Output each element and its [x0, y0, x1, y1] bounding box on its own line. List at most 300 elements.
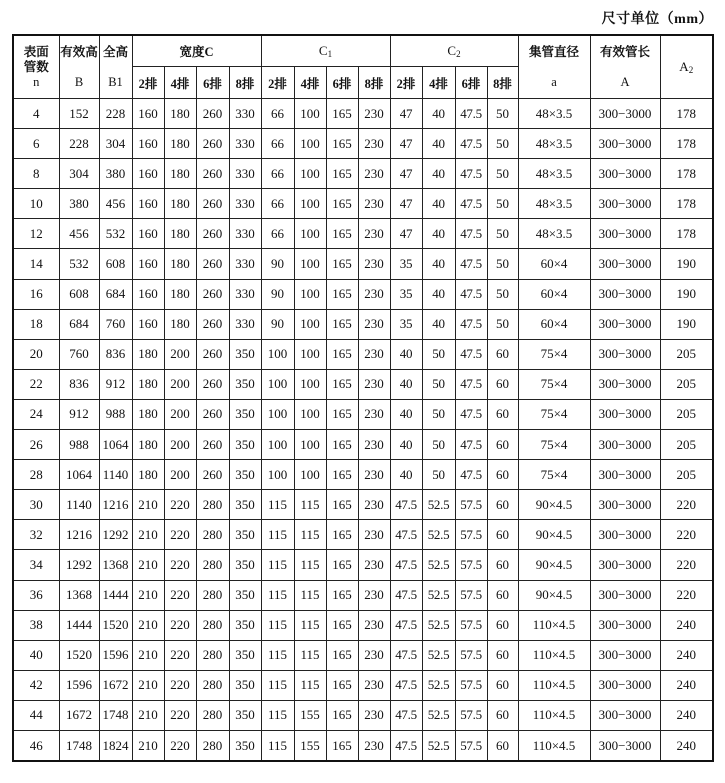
cell-c2-4rows: 52.5 [422, 490, 455, 520]
cell-c-8rows: 330 [229, 159, 261, 189]
cell-c-4rows: 220 [164, 550, 196, 580]
cell-c1-8rows: 230 [358, 700, 390, 730]
cell-c2-2rows: 47 [390, 189, 422, 219]
cell-c-2rows: 210 [132, 700, 164, 730]
cell-c2-4rows: 50 [422, 339, 455, 369]
cell-full-height: 1520 [99, 610, 132, 640]
table-row [13, 99, 713, 129]
cell-c-4rows: 220 [164, 520, 196, 550]
cell-c-6rows: 260 [196, 309, 229, 339]
cell-full-height: 1064 [99, 430, 132, 460]
cell-tube-count: 10 [13, 189, 59, 219]
cell-c1-8rows: 230 [358, 369, 390, 399]
cell-c1-2rows: 66 [261, 129, 294, 159]
cell-c2-2rows: 47 [390, 129, 422, 159]
cell-effective-length: 300−3000 [590, 460, 660, 490]
cell-c1-8rows: 230 [358, 339, 390, 369]
cell-c1-6rows: 165 [326, 460, 358, 490]
cell-tube-count: 18 [13, 309, 59, 339]
cell-c1-2rows: 115 [261, 670, 294, 700]
header-a2 [660, 35, 713, 99]
cell-tube-count: 26 [13, 430, 59, 460]
cell-c1-4rows: 100 [294, 399, 326, 429]
cell-c2-8rows: 50 [487, 219, 518, 249]
cell-c2-8rows: 60 [487, 580, 518, 610]
cell-tube-count: 36 [13, 580, 59, 610]
cell-c-6rows: 260 [196, 460, 229, 490]
cell-effective-height: 1292 [59, 550, 99, 580]
cell-effective-height: 304 [59, 159, 99, 189]
cell-c-6rows: 280 [196, 520, 229, 550]
cell-c-6rows: 280 [196, 610, 229, 640]
cell-c2-8rows: 60 [487, 610, 518, 640]
cell-a2: 205 [660, 460, 713, 490]
cell-c2-2rows: 47 [390, 159, 422, 189]
table-row [13, 520, 713, 550]
cell-c2-2rows: 47.5 [390, 730, 422, 761]
cell-c-2rows: 210 [132, 610, 164, 640]
cell-effective-length: 300−3000 [590, 610, 660, 640]
cell-c-6rows: 260 [196, 219, 229, 249]
cell-c-6rows: 260 [196, 99, 229, 129]
cell-c2-6rows: 57.5 [455, 610, 487, 640]
cell-c1-8rows: 230 [358, 159, 390, 189]
cell-effective-length: 300−3000 [590, 430, 660, 460]
cell-effective-length: 300−3000 [590, 99, 660, 129]
cell-header-diameter: 75×4 [518, 430, 590, 460]
header-full-height-label: 全高 [102, 44, 128, 59]
cell-c-8rows: 330 [229, 309, 261, 339]
cell-c-8rows: 330 [229, 219, 261, 249]
header-c2 [390, 35, 518, 67]
cell-c2-4rows: 50 [422, 369, 455, 399]
table-row [13, 369, 713, 399]
cell-c-4rows: 200 [164, 339, 196, 369]
cell-c2-8rows: 60 [487, 430, 518, 460]
cell-effective-length: 300−3000 [590, 159, 660, 189]
cell-c1-4rows: 100 [294, 430, 326, 460]
cell-c-2rows: 160 [132, 219, 164, 249]
cell-effective-length: 300−3000 [590, 339, 660, 369]
cell-c-2rows: 160 [132, 129, 164, 159]
cell-c-8rows: 350 [229, 730, 261, 761]
cell-a2: 220 [660, 490, 713, 520]
header-c-rows-2: 2排 [132, 67, 164, 99]
table-row [13, 189, 713, 219]
cell-header-diameter: 110×4.5 [518, 730, 590, 761]
cell-a2: 240 [660, 730, 713, 761]
cell-effective-height: 380 [59, 189, 99, 219]
cell-c2-6rows: 57.5 [455, 730, 487, 761]
cell-c-2rows: 210 [132, 490, 164, 520]
cell-full-height: 1824 [99, 730, 132, 761]
cell-c1-6rows: 165 [326, 550, 358, 580]
table-row [13, 129, 713, 159]
cell-c2-8rows: 50 [487, 279, 518, 309]
header-effective-height-label: 有效高 [60, 44, 98, 59]
cell-c-6rows: 280 [196, 700, 229, 730]
cell-c1-8rows: 230 [358, 580, 390, 610]
cell-effective-height: 1140 [59, 490, 99, 520]
cell-c-4rows: 220 [164, 700, 196, 730]
cell-c1-4rows: 115 [294, 610, 326, 640]
cell-full-height: 988 [99, 399, 132, 429]
cell-header-diameter: 75×4 [518, 399, 590, 429]
cell-c-4rows: 220 [164, 490, 196, 520]
cell-tube-count: 28 [13, 460, 59, 490]
cell-c2-6rows: 47.5 [455, 369, 487, 399]
header-width-c: 宽度C [132, 35, 261, 67]
cell-header-diameter: 110×4.5 [518, 670, 590, 700]
cell-a2: 220 [660, 580, 713, 610]
cell-c-2rows: 210 [132, 550, 164, 580]
cell-c-6rows: 280 [196, 550, 229, 580]
cell-a2: 240 [660, 700, 713, 730]
header-a2-sub: 2 [688, 65, 694, 75]
cell-full-height: 1748 [99, 700, 132, 730]
cell-effective-height: 1672 [59, 700, 99, 730]
cell-c1-4rows: 100 [294, 189, 326, 219]
cell-c-6rows: 260 [196, 430, 229, 460]
header-c1-rows-6: 6排 [326, 67, 358, 99]
cell-c-4rows: 180 [164, 159, 196, 189]
table-row [13, 640, 713, 670]
cell-c2-2rows: 47.5 [390, 640, 422, 670]
cell-c1-2rows: 115 [261, 580, 294, 610]
cell-c2-6rows: 57.5 [455, 490, 487, 520]
cell-c2-8rows: 60 [487, 520, 518, 550]
cell-c-6rows: 260 [196, 249, 229, 279]
cell-c2-4rows: 52.5 [422, 670, 455, 700]
cell-header-diameter: 60×4 [518, 309, 590, 339]
cell-full-height: 760 [99, 309, 132, 339]
cell-tube-count: 46 [13, 730, 59, 761]
cell-c-2rows: 160 [132, 249, 164, 279]
cell-c2-6rows: 57.5 [455, 670, 487, 700]
header-header-diameter [518, 35, 590, 99]
cell-c2-4rows: 52.5 [422, 550, 455, 580]
cell-c-6rows: 280 [196, 640, 229, 670]
cell-c2-2rows: 35 [390, 309, 422, 339]
cell-header-diameter: 90×4.5 [518, 580, 590, 610]
header-effective-length-label: 有效管长 [599, 44, 650, 59]
cell-c-6rows: 260 [196, 129, 229, 159]
cell-c2-6rows: 47.5 [455, 309, 487, 339]
cell-c-2rows: 180 [132, 460, 164, 490]
cell-c-2rows: 180 [132, 339, 164, 369]
cell-effective-length: 300−3000 [590, 490, 660, 520]
cell-c2-2rows: 47.5 [390, 700, 422, 730]
cell-c-2rows: 210 [132, 670, 164, 700]
cell-c1-8rows: 230 [358, 249, 390, 279]
cell-c1-6rows: 165 [326, 219, 358, 249]
cell-a2: 178 [660, 219, 713, 249]
cell-c1-2rows: 90 [261, 309, 294, 339]
cell-effective-height: 684 [59, 309, 99, 339]
cell-c1-4rows: 115 [294, 550, 326, 580]
header-tube-count-line1: 表面 [23, 44, 49, 59]
cell-tube-count: 14 [13, 249, 59, 279]
cell-header-diameter: 48×3.5 [518, 189, 590, 219]
cell-effective-length: 300−3000 [590, 670, 660, 700]
cell-c-4rows: 180 [164, 129, 196, 159]
header-tube-count-line2: 管数 [23, 59, 49, 74]
cell-header-diameter: 60×4 [518, 279, 590, 309]
cell-effective-height: 836 [59, 369, 99, 399]
cell-a2: 205 [660, 339, 713, 369]
cell-c1-6rows: 165 [326, 369, 358, 399]
cell-c-2rows: 160 [132, 159, 164, 189]
cell-c2-2rows: 47.5 [390, 580, 422, 610]
cell-c2-6rows: 47.5 [455, 339, 487, 369]
header-c2-main: C [447, 43, 457, 58]
cell-effective-length: 300−3000 [590, 399, 660, 429]
cell-c-2rows: 180 [132, 369, 164, 399]
cell-c1-4rows: 100 [294, 129, 326, 159]
cell-c2-4rows: 40 [422, 189, 455, 219]
header-effective-height-symbol: B [74, 74, 84, 89]
cell-c2-4rows: 40 [422, 309, 455, 339]
cell-c2-6rows: 47.5 [455, 99, 487, 129]
cell-effective-length: 300−3000 [590, 550, 660, 580]
cell-c1-4rows: 100 [294, 309, 326, 339]
cell-c-4rows: 200 [164, 399, 196, 429]
header-a2-main: A [679, 59, 689, 74]
cell-tube-count: 4 [13, 99, 59, 129]
cell-c-4rows: 220 [164, 610, 196, 640]
cell-tube-count: 16 [13, 279, 59, 309]
header-effective-height [59, 35, 99, 99]
cell-c-8rows: 350 [229, 700, 261, 730]
cell-c-4rows: 180 [164, 219, 196, 249]
cell-effective-height: 608 [59, 279, 99, 309]
cell-effective-length: 300−3000 [590, 309, 660, 339]
cell-c1-8rows: 230 [358, 309, 390, 339]
header-c-rows-4: 4排 [164, 67, 196, 99]
cell-full-height: 456 [99, 189, 132, 219]
cell-tube-count: 8 [13, 159, 59, 189]
cell-c-8rows: 350 [229, 610, 261, 640]
cell-c2-4rows: 50 [422, 399, 455, 429]
cell-c2-2rows: 47.5 [390, 670, 422, 700]
cell-effective-length: 300−3000 [590, 640, 660, 670]
cell-c-4rows: 200 [164, 460, 196, 490]
cell-c1-8rows: 230 [358, 189, 390, 219]
cell-c2-8rows: 60 [487, 369, 518, 399]
cell-header-diameter: 75×4 [518, 339, 590, 369]
cell-header-diameter: 48×3.5 [518, 159, 590, 189]
cell-c2-6rows: 57.5 [455, 580, 487, 610]
cell-c-6rows: 280 [196, 490, 229, 520]
header-tube-count-symbol: n [33, 74, 40, 89]
cell-c1-6rows: 165 [326, 730, 358, 761]
header-effective-length-symbol: A [620, 74, 630, 89]
cell-c1-2rows: 115 [261, 610, 294, 640]
cell-c-4rows: 220 [164, 730, 196, 761]
header-full-height-symbol: B1 [108, 74, 123, 89]
cell-c-8rows: 350 [229, 490, 261, 520]
cell-c1-2rows: 115 [261, 490, 294, 520]
header-c1-rows-2: 2排 [261, 67, 294, 99]
cell-c1-8rows: 230 [358, 430, 390, 460]
cell-c-2rows: 210 [132, 730, 164, 761]
header-row-1 [13, 35, 713, 67]
cell-c1-8rows: 230 [358, 99, 390, 129]
cell-c2-4rows: 52.5 [422, 580, 455, 610]
cell-c-8rows: 330 [229, 99, 261, 129]
cell-c-2rows: 160 [132, 309, 164, 339]
cell-full-height: 1444 [99, 580, 132, 610]
cell-c2-8rows: 60 [487, 670, 518, 700]
table-row [13, 430, 713, 460]
cell-c2-8rows: 50 [487, 309, 518, 339]
cell-c1-8rows: 230 [358, 219, 390, 249]
cell-c1-8rows: 230 [358, 670, 390, 700]
cell-a2: 240 [660, 670, 713, 700]
table-row [13, 249, 713, 279]
header-c1-rows-4: 4排 [294, 67, 326, 99]
header-c1-rows-8: 8排 [358, 67, 390, 99]
cell-c1-2rows: 100 [261, 460, 294, 490]
header-tube-count [13, 35, 59, 99]
cell-c1-2rows: 115 [261, 640, 294, 670]
cell-c-6rows: 260 [196, 189, 229, 219]
cell-c1-6rows: 165 [326, 399, 358, 429]
cell-c-6rows: 260 [196, 279, 229, 309]
cell-c-8rows: 330 [229, 279, 261, 309]
cell-c2-8rows: 50 [487, 129, 518, 159]
cell-c1-2rows: 115 [261, 700, 294, 730]
table-row [13, 580, 713, 610]
cell-c2-2rows: 40 [390, 369, 422, 399]
table-row [13, 339, 713, 369]
table-row [13, 490, 713, 520]
cell-c-8rows: 350 [229, 550, 261, 580]
cell-effective-length: 300−3000 [590, 189, 660, 219]
table-body [13, 99, 713, 762]
cell-c-2rows: 210 [132, 580, 164, 610]
cell-c2-8rows: 60 [487, 700, 518, 730]
cell-c1-4rows: 115 [294, 490, 326, 520]
cell-full-height: 836 [99, 339, 132, 369]
header-c-rows-6: 6排 [196, 67, 229, 99]
cell-header-diameter: 48×3.5 [518, 129, 590, 159]
cell-c-4rows: 180 [164, 279, 196, 309]
table-row [13, 309, 713, 339]
cell-c1-2rows: 115 [261, 520, 294, 550]
cell-c1-4rows: 100 [294, 279, 326, 309]
cell-c2-6rows: 47.5 [455, 249, 487, 279]
cell-c2-2rows: 47.5 [390, 490, 422, 520]
cell-c-8rows: 350 [229, 430, 261, 460]
cell-effective-length: 300−3000 [590, 369, 660, 399]
cell-effective-height: 1596 [59, 670, 99, 700]
cell-header-diameter: 110×4.5 [518, 700, 590, 730]
cell-tube-count: 44 [13, 700, 59, 730]
cell-c1-4rows: 100 [294, 369, 326, 399]
cell-a2: 220 [660, 550, 713, 580]
table-row [13, 700, 713, 730]
cell-a2: 205 [660, 430, 713, 460]
cell-c1-2rows: 100 [261, 399, 294, 429]
cell-c-8rows: 350 [229, 670, 261, 700]
cell-header-diameter: 48×3.5 [518, 219, 590, 249]
cell-effective-height: 228 [59, 129, 99, 159]
cell-full-height: 608 [99, 249, 132, 279]
cell-c1-8rows: 230 [358, 550, 390, 580]
cell-c1-6rows: 165 [326, 309, 358, 339]
cell-c1-2rows: 115 [261, 550, 294, 580]
cell-c-2rows: 180 [132, 399, 164, 429]
table-row [13, 610, 713, 640]
cell-c1-6rows: 165 [326, 189, 358, 219]
cell-c1-2rows: 66 [261, 189, 294, 219]
cell-tube-count: 22 [13, 369, 59, 399]
cell-c1-6rows: 165 [326, 279, 358, 309]
cell-c2-4rows: 40 [422, 219, 455, 249]
cell-c-8rows: 330 [229, 129, 261, 159]
cell-c2-6rows: 47.5 [455, 129, 487, 159]
cell-c1-6rows: 165 [326, 700, 358, 730]
cell-c1-6rows: 165 [326, 430, 358, 460]
cell-c1-8rows: 230 [358, 610, 390, 640]
cell-c2-4rows: 50 [422, 460, 455, 490]
table-row [13, 460, 713, 490]
cell-c2-2rows: 40 [390, 460, 422, 490]
cell-c1-6rows: 165 [326, 610, 358, 640]
cell-c1-6rows: 165 [326, 580, 358, 610]
cell-c1-6rows: 165 [326, 640, 358, 670]
cell-c2-4rows: 52.5 [422, 700, 455, 730]
cell-c2-2rows: 47.5 [390, 550, 422, 580]
table-row [13, 159, 713, 189]
header-effective-length [590, 35, 660, 99]
cell-c2-6rows: 57.5 [455, 640, 487, 670]
cell-effective-height: 1064 [59, 460, 99, 490]
cell-effective-height: 1444 [59, 610, 99, 640]
cell-a2: 178 [660, 189, 713, 219]
cell-effective-length: 300−3000 [590, 520, 660, 550]
cell-full-height: 684 [99, 279, 132, 309]
cell-c-8rows: 350 [229, 580, 261, 610]
cell-full-height: 532 [99, 219, 132, 249]
cell-c1-2rows: 100 [261, 339, 294, 369]
cell-effective-length: 300−3000 [590, 700, 660, 730]
cell-effective-height: 532 [59, 249, 99, 279]
header-c1-sub: 1 [327, 49, 333, 59]
cell-c1-2rows: 90 [261, 249, 294, 279]
cell-c-8rows: 330 [229, 189, 261, 219]
cell-c2-8rows: 60 [487, 399, 518, 429]
cell-tube-count: 20 [13, 339, 59, 369]
cell-c-4rows: 220 [164, 640, 196, 670]
cell-c-4rows: 180 [164, 99, 196, 129]
cell-tube-count: 42 [13, 670, 59, 700]
cell-c2-8rows: 50 [487, 249, 518, 279]
cell-tube-count: 30 [13, 490, 59, 520]
cell-c2-2rows: 47 [390, 99, 422, 129]
cell-c-6rows: 280 [196, 730, 229, 761]
header-full-height [99, 35, 132, 99]
cell-full-height: 1368 [99, 550, 132, 580]
cell-c2-6rows: 57.5 [455, 520, 487, 550]
cell-c-2rows: 210 [132, 520, 164, 550]
cell-full-height: 1292 [99, 520, 132, 550]
cell-header-diameter: 75×4 [518, 369, 590, 399]
cell-a2: 190 [660, 309, 713, 339]
cell-c1-2rows: 66 [261, 99, 294, 129]
cell-c1-8rows: 230 [358, 490, 390, 520]
